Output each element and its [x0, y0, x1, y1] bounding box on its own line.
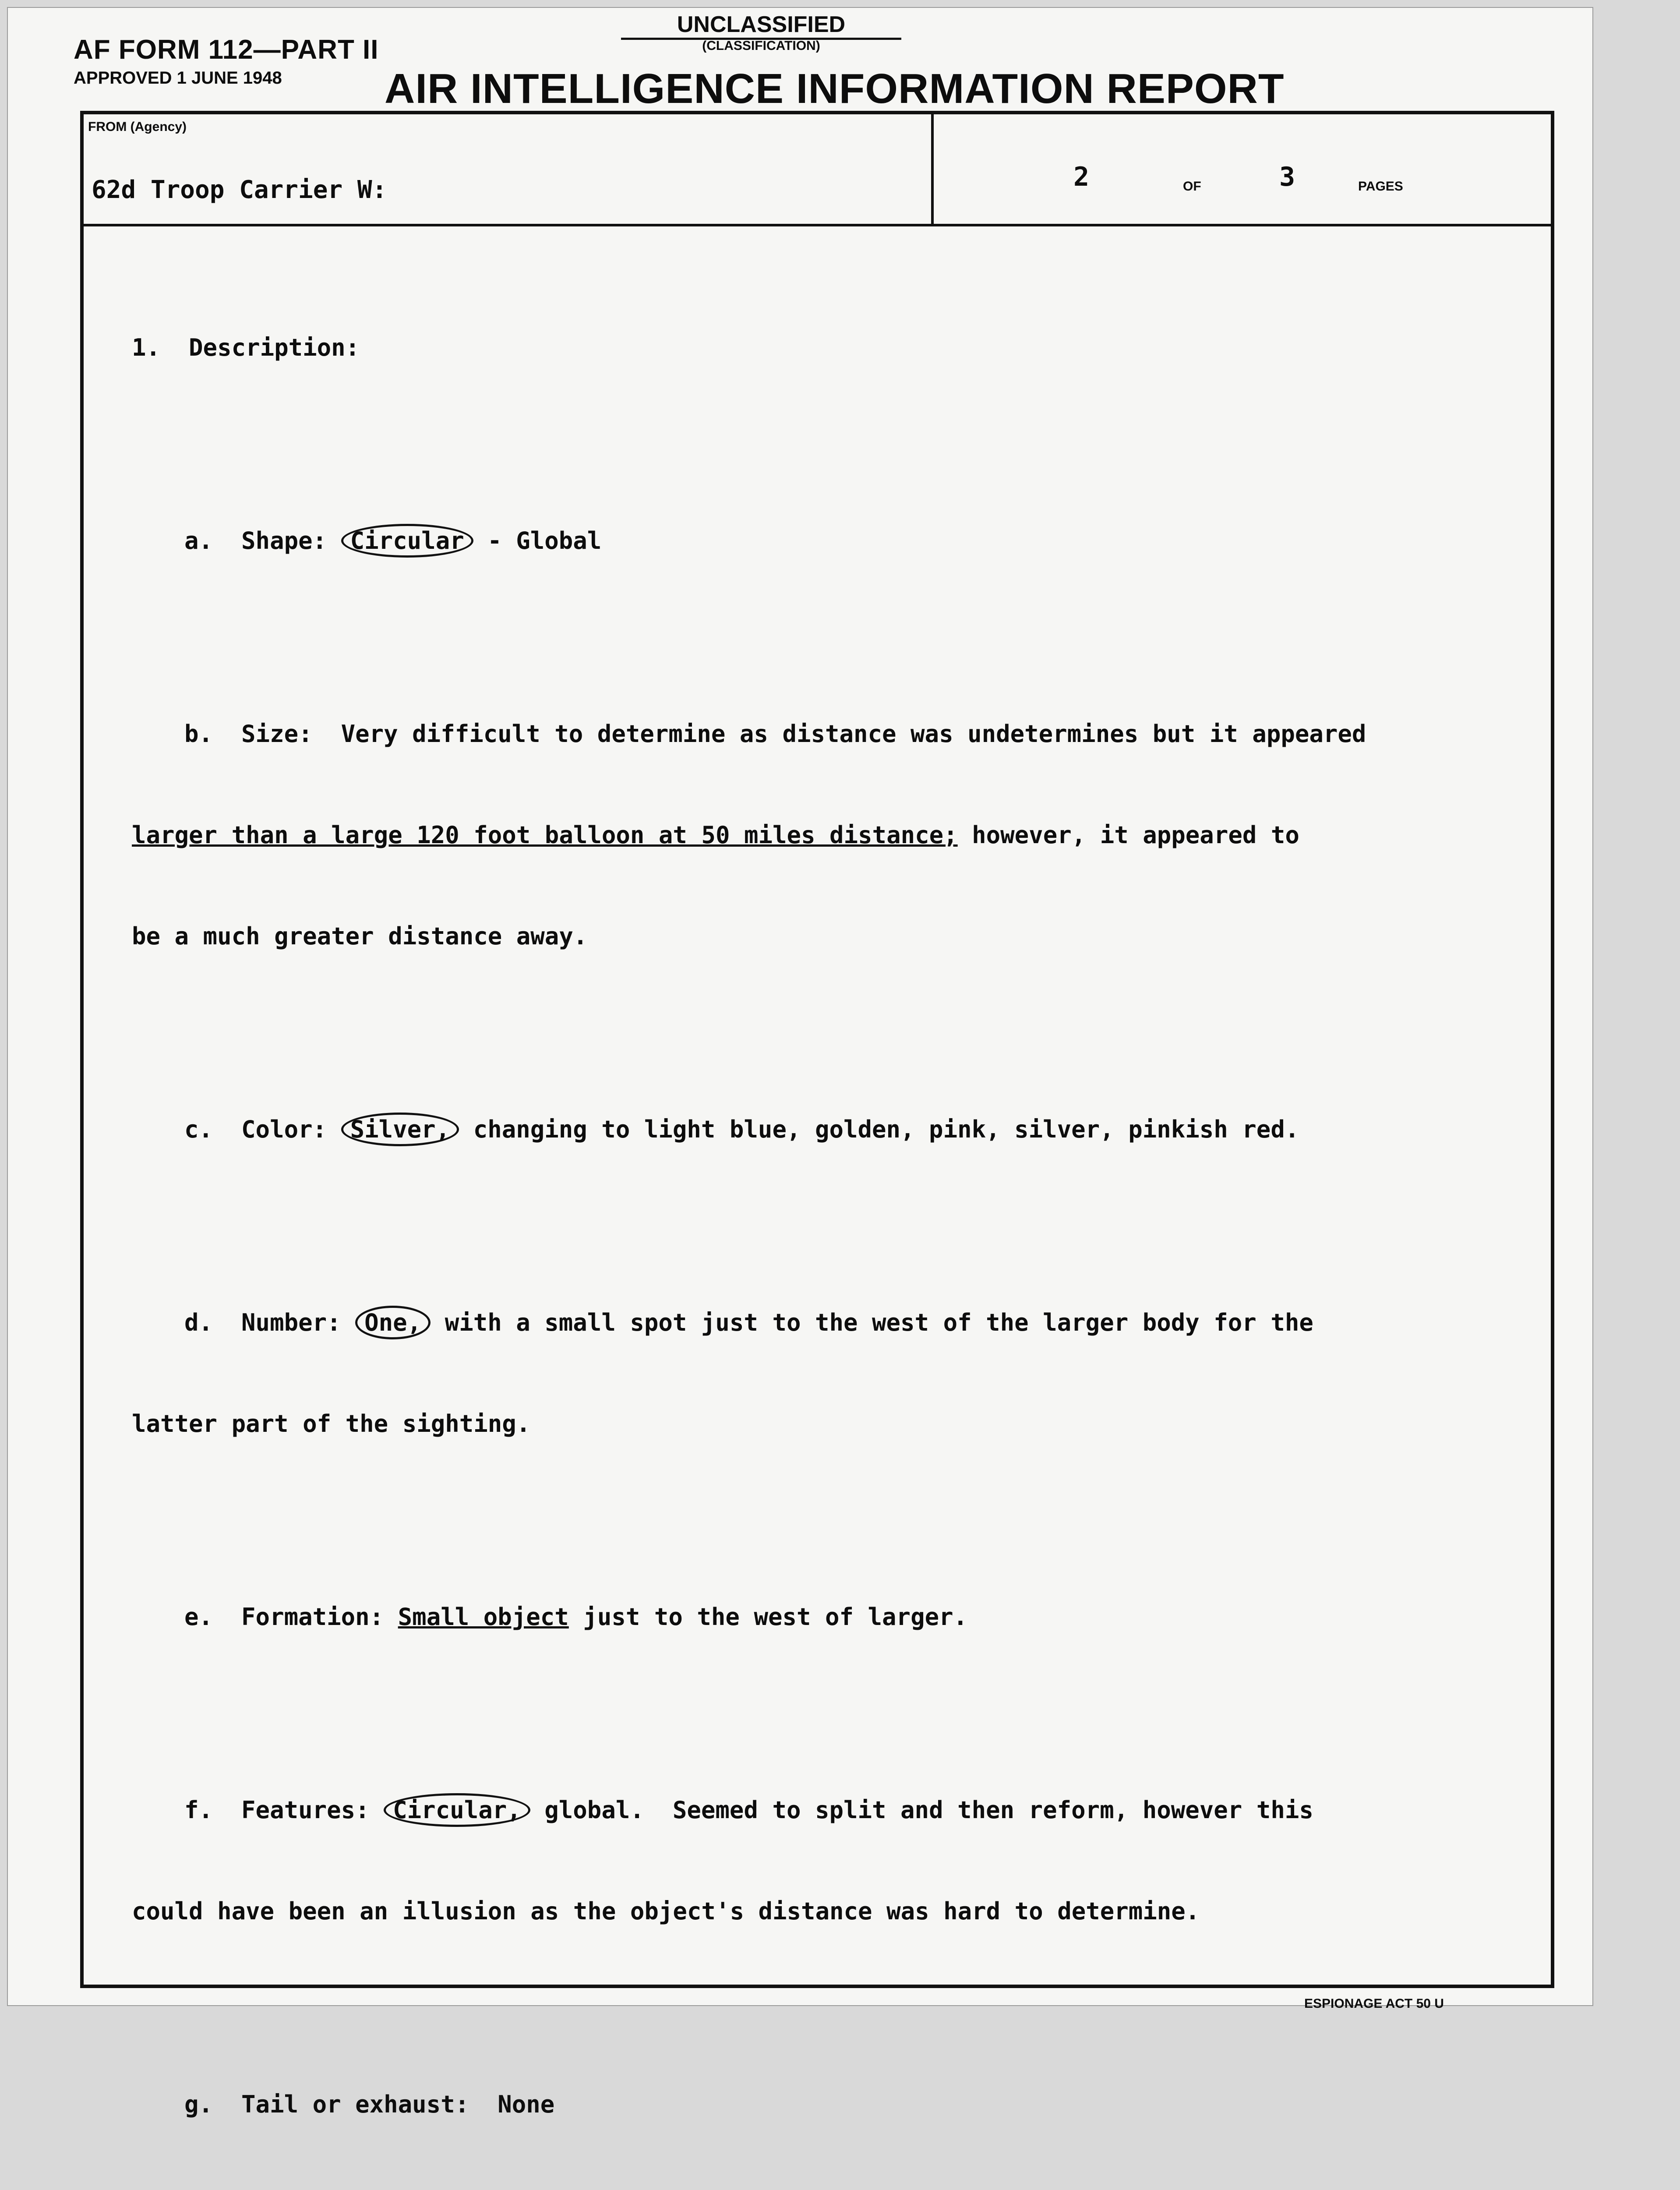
item-number [132, 1306, 1498, 1339]
color-rest: changing to light blue, golden, pink, silver, pinkish red. [459, 1116, 1299, 1143]
item-size-2 [132, 818, 1498, 852]
formation-label: e. Formation: [184, 1603, 398, 1631]
header-divider [931, 114, 934, 224]
item-features-2: could have been an illusion as the object's distance was hard to determine. [132, 1897, 1200, 1925]
size-rest: however, it appeared to [957, 821, 1299, 849]
report-title: AIR INTELLIGENCE INFORMATION REPORT [385, 65, 1285, 112]
form-id: AF FORM 112—PART II [74, 35, 379, 65]
shape-value: Circular [341, 524, 473, 558]
page-number: 2 [1073, 162, 1090, 192]
report-page [8, 8, 1592, 2118]
classification-caption: (CLASSIFICATION) [702, 39, 820, 53]
page-of-label: OF [1183, 179, 1201, 194]
color-value: Silver, [341, 1113, 459, 1146]
item-tail: g. Tail or exhaust: None [184, 2091, 555, 2118]
header-row [84, 114, 1551, 226]
report-body [132, 263, 1498, 2190]
item-size-1: b. Size: Very difficult to determine as distance was undetermines but it appeared [184, 720, 1366, 748]
number-label: d. Number: [184, 1309, 356, 1336]
number-value: One, [355, 1306, 431, 1339]
features-value: Circular, [384, 1793, 530, 1827]
item-features [132, 1793, 1498, 1827]
item-number-2: latter part of the sighting. [132, 1410, 531, 1438]
from-value: 62d Troop Carrier W: [92, 176, 387, 204]
approval-date: APPROVED 1 JUNE 1948 [74, 68, 282, 88]
size-underlined: larger than a large 120 foot balloon at 50 miles distance; [132, 821, 958, 849]
item-formation [132, 1600, 1498, 1634]
item-color [132, 1113, 1498, 1146]
number-rest: with a small spot just to the west of the larger body for the [431, 1309, 1313, 1336]
item-size-3: be a much greater distance away. [132, 922, 588, 950]
pages-label: PAGES [1358, 179, 1403, 194]
espionage-act-note: ESPIONAGE ACT 50 U [1304, 1996, 1444, 2011]
section-1-heading: 1. Description: [132, 334, 360, 361]
item-shape [132, 524, 1498, 558]
formation-underlined: Small object [398, 1603, 569, 1631]
color-label: c. Color: [184, 1116, 341, 1143]
features-label: f. Features: [184, 1796, 384, 1824]
classification-marking: UNCLASSIFIED [621, 11, 901, 40]
formation-rest: just to the west of larger. [568, 1603, 968, 1631]
shape-label: a. Shape: [184, 527, 327, 555]
from-label: FROM (Agency) [88, 120, 187, 134]
shape-rest: - Global [473, 527, 602, 555]
features-rest: global. Seemed to split and then reform, however this [530, 1796, 1313, 1824]
total-pages: 3 [1279, 162, 1295, 192]
